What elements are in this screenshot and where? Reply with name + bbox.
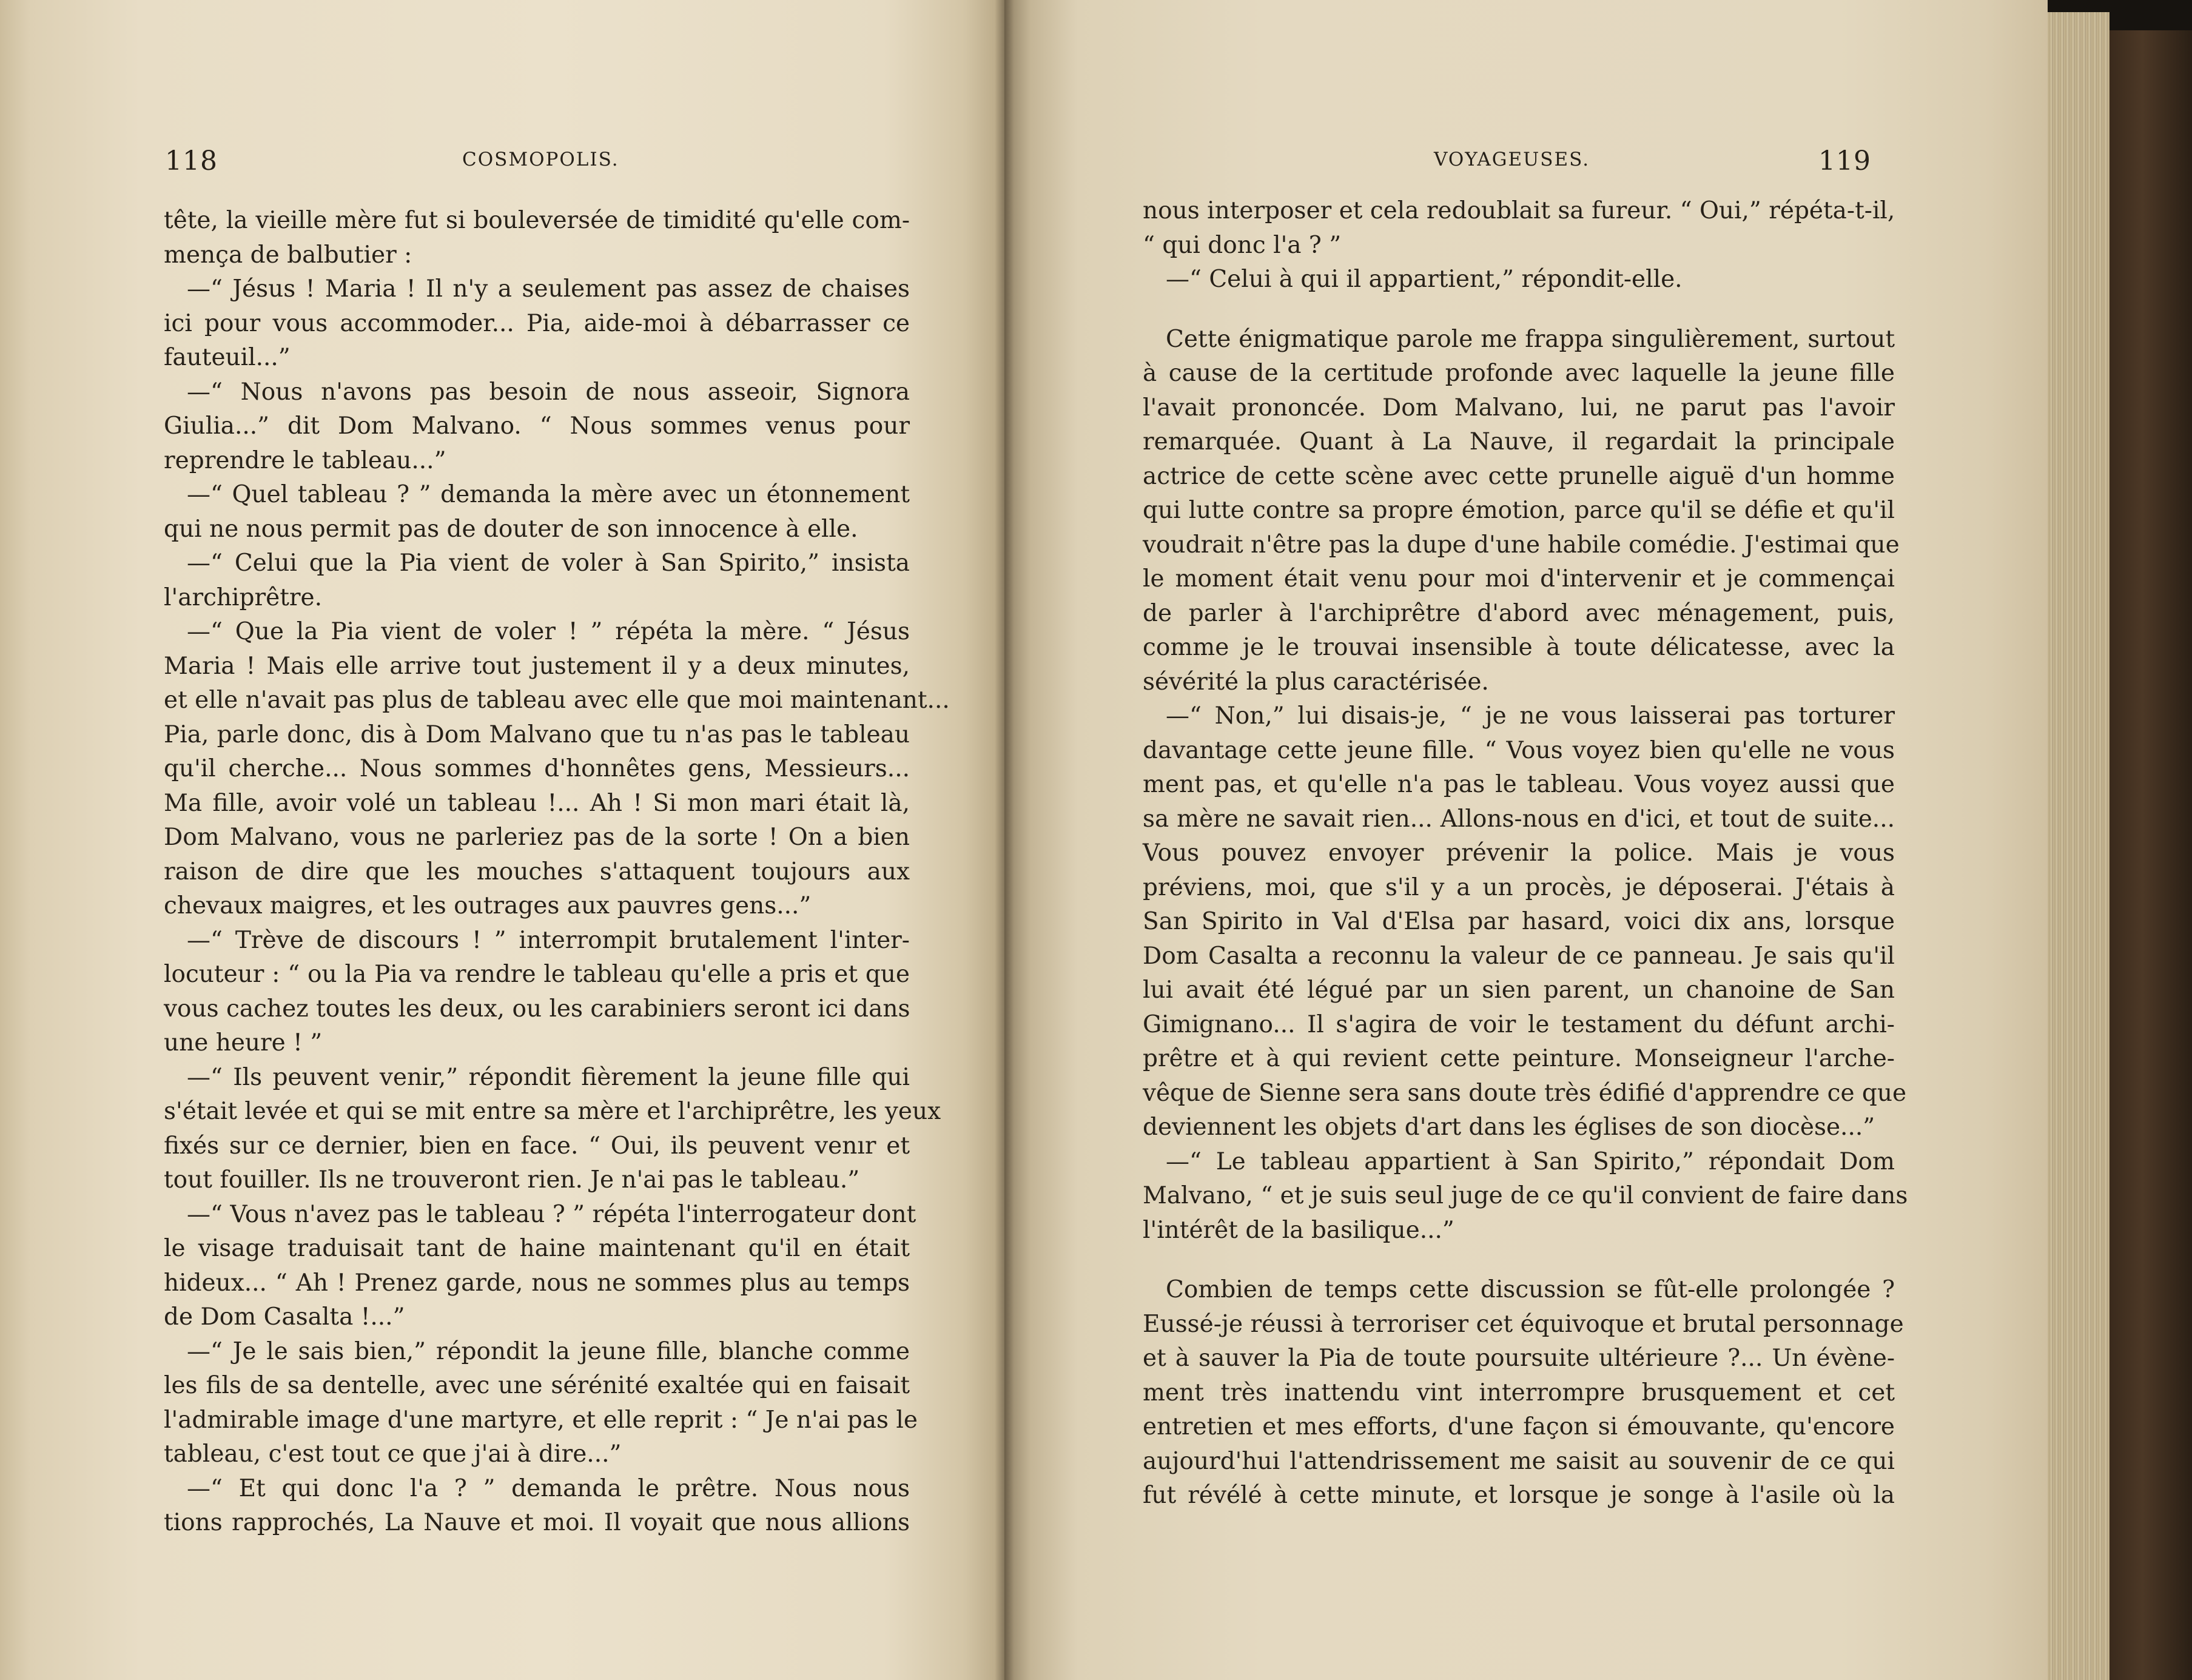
text-line: fixés sur ce dernier, bien en face. “ Oui, ils peuvent venır et: [164, 1132, 910, 1160]
text-line: actrice de cette scène avec cette prunelle aiguë d'un homme: [1143, 462, 1895, 490]
text-line: sa mère ne savait rien... Allons-nous en d'ici, et tout de suite...: [1143, 805, 1895, 833]
paragraph-gap: [1143, 1248, 1895, 1273]
text-line: Ma fille, avoir volé un tableau !... Ah ! Si mon mari était là,: [164, 789, 910, 817]
text-line: nous interposer et cela redoublait sa fureur. “ Oui,” répéta-t-il,: [1143, 197, 1895, 224]
book-gutter: [995, 0, 1014, 1680]
page-number: 118: [165, 146, 218, 176]
text-line: le moment était venu pour moi d'intervenir et je commençai: [1143, 565, 1895, 593]
text-line: qui lutte contre sa propre émotion, parce qu'il se défie et qu'il: [1143, 497, 1895, 524]
body-text: [1143, 194, 1908, 1513]
text-line: et elle n'avait pas plus de tableau avec elle que moi maintenant...: [164, 687, 950, 714]
text-line: et à sauver la Pia de toute poursuite ultérieure ?... Un évène-: [1143, 1345, 1895, 1372]
text-line: une heure ! ”: [164, 1029, 323, 1057]
text-line: préviens, moi, que s'il y a un procès, je déposerai. J'étais à: [1143, 873, 1895, 901]
text-line: hideux... “ Ah ! Prenez garde, nous ne sommes plus au temps: [164, 1269, 910, 1297]
text-line: ment très inattendu vint interrompre brusquement et cet: [1143, 1379, 1895, 1406]
text-line: Gimignano... Il s'agira de voir le testament du défunt archi-: [1143, 1010, 1895, 1038]
text-line: l'avait prononcée. Dom Malvano, lui, ne parut pas l'avoir: [1143, 394, 1895, 422]
right-page: [1004, 0, 2048, 1680]
text-line: San Spirito in Val d'Elsa par hasard, voici dix ans, lorsque: [1143, 908, 1895, 935]
text-line: tout fouiller. Ils ne trouveront rien. Je n'ai pas le tableau.”: [164, 1166, 860, 1194]
running-head: VOYAGEUSES.: [1434, 149, 1590, 170]
text-line: Dom Malvano, vous ne parleriez pas de la sorte ! On a bien: [164, 824, 910, 851]
text-line: —“ Quel tableau ? ” demanda la mère avec un étonnement: [187, 481, 910, 508]
text-line: Pia, parle donc, dis à Dom Malvano que tu n'as pas le tableau: [164, 721, 910, 748]
text-line: —“ Celui à qui il appartient,” répondit-elle.: [1166, 266, 1683, 293]
text-line: Eussé-je réussi à terroriser cet équivoque et brutal personnage: [1143, 1310, 1904, 1338]
text-line: —“ Ils peuvent venir,” répondit fièrement la jeune fille qui: [187, 1063, 910, 1091]
text-line: entretien et mes efforts, d'une façon si émouvante, qu'encore: [1143, 1413, 1895, 1440]
text-line: reprendre le tableau...”: [164, 446, 446, 474]
left-page: [0, 0, 1004, 1680]
text-line: raison de dire que les mouches s'attaquent toujours aux: [164, 858, 910, 885]
page-edges: [2048, 12, 2110, 1680]
text-line: mença de balbutier :: [164, 241, 412, 269]
text-line: —“ Non,” lui disais-je, “ je ne vous laisserai pas torturer: [1166, 702, 1895, 730]
text-line: ici pour vous accommoder... Pia, aide-moi à débarrasser ce: [164, 309, 910, 337]
text-line: prêtre et à qui revient cette peinture. Monseigneur l'arche-: [1143, 1045, 1895, 1072]
running-head: COSMOPOLIS.: [462, 149, 619, 170]
page-number: 119: [1818, 146, 1871, 176]
book-cover-edge: [2110, 30, 2192, 1680]
text-line: lui avait été légué par un sien parent, un chanoine de San: [1143, 976, 1895, 1004]
text-line: tableau, c'est tout ce que j'ai à dire...”: [164, 1440, 622, 1468]
text-line: qu'il cherche... Nous sommes d'honnêtes gens, Messieurs...: [164, 755, 910, 782]
text-line: vêque de Sienne sera sans doute très édifié d'apprendre ce que: [1143, 1079, 1907, 1107]
text-line: Giulia...” dit Dom Malvano. “ Nous sommes venus pour: [164, 412, 910, 440]
text-line: qui ne nous permit pas de douter de son innocence à elle.: [164, 515, 858, 543]
text-line: Maria ! Mais elle arrive tout justement il y a deux minutes,: [164, 652, 910, 680]
paragraph-gap: [1143, 297, 1895, 323]
text-line: —“ Vous n'avez pas le tableau ? ” répéta l'interrogateur dont: [187, 1200, 916, 1228]
text-line: fut révélé à cette minute, et lorsque je songe à l'asile où la: [1143, 1482, 1895, 1509]
text-line: les fils de sa dentelle, avec une sérénité exaltée qui en faisait: [164, 1372, 910, 1399]
text-line: Combien de temps cette discussion se fût-elle prolongée ?: [1166, 1276, 1895, 1303]
text-line: —“ Nous n'avons pas besoin de nous asseoir, Signora: [187, 378, 910, 406]
text-line: —“ Que la Pia vient de voler ! ” répéta la mère. “ Jésus: [187, 618, 910, 645]
text-line: tête, la vieille mère fut si bouleversée de timidité qu'elle com-: [164, 207, 910, 234]
text-line: —“ Celui que la Pia vient de voler à San Spirito,” insista: [187, 549, 910, 577]
text-line: aujourd'hui l'attendrissement me saisit au souvenir de ce qui: [1143, 1447, 1895, 1475]
text-line: locuteur : “ ou la Pia va rendre le tableau qu'elle a pris et que: [164, 961, 910, 988]
text-line: l'intérêt de la basilique...”: [1143, 1216, 1454, 1244]
text-line: ment pas, et qu'elle n'a pas le tableau. Vous voyez aussi que: [1143, 771, 1895, 798]
text-line: s'était levée et qui se mit entre sa mère et l'archiprêtre, les yeux: [164, 1098, 941, 1125]
text-line: le visage traduisait tant de haine maintenant qu'il en était: [164, 1235, 910, 1262]
text-line: à cause de la certitude profonde avec laquelle la jeune fille: [1143, 360, 1895, 387]
text-line: vous cachez toutes les deux, ou les carabiniers seront ici dans: [164, 995, 910, 1023]
text-line: remarquée. Quant à La Nauve, il regardait la principale: [1143, 428, 1895, 455]
text-line: “ qui donc l'a ? ”: [1143, 231, 1342, 259]
text-line: Dom Casalta a reconnu la valeur de ce panneau. Je sais qu'il: [1143, 942, 1895, 970]
text-line: deviennent les objets d'art dans les églises de son diocèse...”: [1143, 1114, 1875, 1141]
text-line: fauteuil...”: [164, 344, 291, 371]
text-line: l'admirable image d'une martyre, et elle reprit : “ Je n'ai pas le: [164, 1406, 918, 1434]
text-line: davantage cette jeune fille. “ Vous voyez bien qu'elle ne vous: [1143, 736, 1895, 764]
text-line: comme je le trouvai insensible à toute délicatesse, avec la: [1143, 634, 1895, 661]
text-line: chevaux maigres, et les outrages aux pauvres gens...”: [164, 892, 812, 919]
text-line: —“ Je le sais bien,” répondit la jeune fille, blanche comme: [187, 1337, 910, 1365]
text-line: —“ Et qui donc l'a ? ” demanda le prêtre. Nous nous: [187, 1474, 910, 1502]
text-line: sévérité la plus caractérisée.: [1143, 668, 1489, 696]
text-line: de parler à l'archiprêtre d'abord avec ménagement, puis,: [1143, 599, 1895, 627]
text-line: voudrait n'être pas la dupe d'une habile comédie. J'estimai que: [1143, 531, 1900, 559]
text-line: l'archiprêtre.: [164, 583, 323, 611]
text-line: —“ Trève de discours ! ” interrompit brutalement l'inter-: [187, 926, 910, 954]
body-text: [164, 204, 950, 1541]
text-line: Cette énigmatique parole me frappa singulièrement, surtout: [1166, 325, 1895, 353]
text-line: —“ Le tableau appartient à San Spirito,” répondait Dom: [1166, 1147, 1895, 1175]
text-line: de Dom Casalta !...”: [164, 1303, 405, 1331]
text-line: —“ Jésus ! Maria ! Il n'y a seulement pas assez de chaises: [187, 275, 910, 303]
text-line: tions rapprochés, La Nauve et moi. Il voyait que nous allions: [164, 1509, 910, 1536]
text-line: Vous pouvez envoyer prévenir la police. Mais je vous: [1143, 839, 1895, 867]
text-line: Malvano, “ et je suis seul juge de ce qu'il convient de faire dans: [1143, 1182, 1908, 1209]
